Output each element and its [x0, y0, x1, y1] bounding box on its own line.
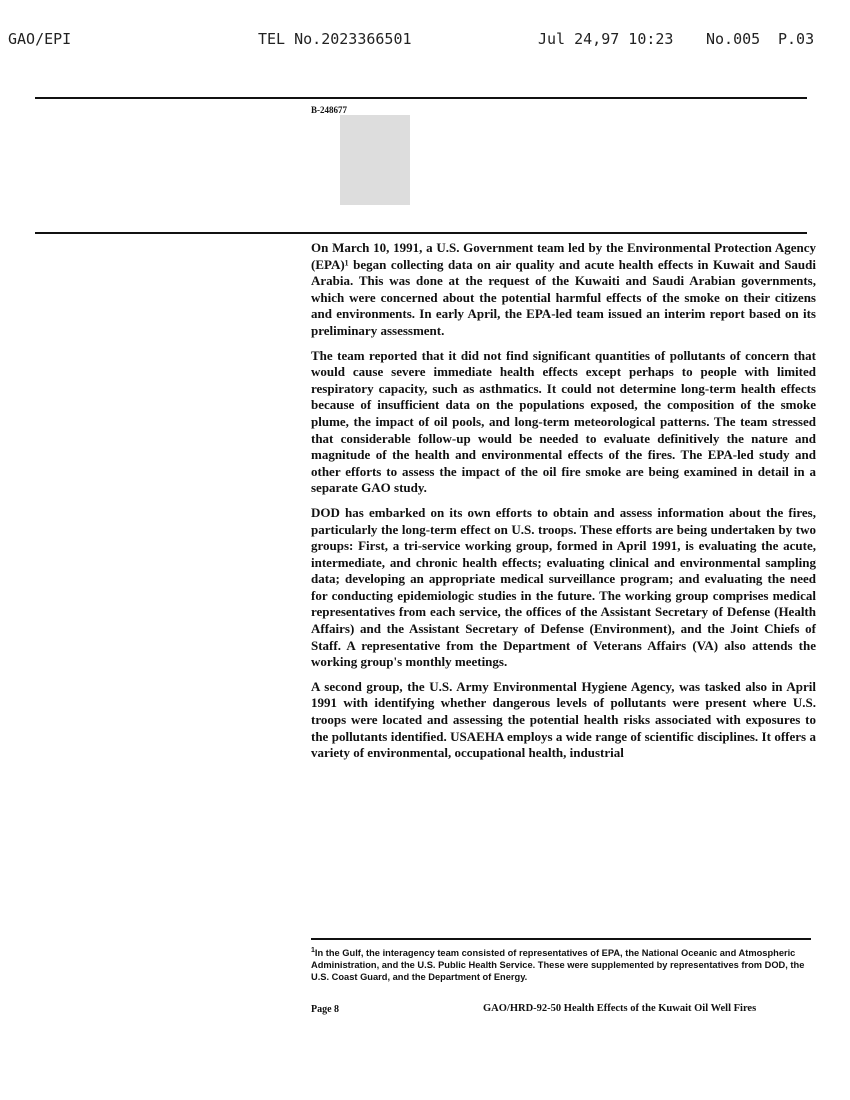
fax-page-number: P.03 — [778, 30, 815, 48]
document-id: B-248677 — [311, 105, 347, 115]
header-rule — [35, 97, 807, 99]
fax-datetime: Jul 24,97 10:23 — [538, 30, 674, 48]
section-rule — [35, 232, 807, 234]
paragraph: On March 10, 1991, a U.S. Government team led by the Environmental Protection Agency (EPA)¹ began collecting data on air quality and acute health effects in Kuwait and Saudi Arabia. This was done at the request of the Kuwaiti and Saudi Arabian governments, which were concerned about the potential harmful effects of the smoke on their citizens and environments. In early April, the EPA-led team issued an interim report based on its preliminary assessment. — [311, 240, 816, 338]
paragraph: DOD has embarked on its own efforts to obtain and assess information about the fires, particularly the long-term effect on U.S. troops. These efforts are being undertaken by two groups: First, a tri-service working group, formed in April 1991, is evaluating the acute, intermediate, and chronic health effects; evaluating clinical and environmental sampling data; developing an appropriate medical surveillance program; and evaluating the need for conducting epidemiologic studies in the future. The working group comprises medical representatives from each service, the offices of the Assistant Secretary of Defense (Health Affairs) and the Assistant Secretary of Defense (Environment), and the Joint Chiefs of Staff. A representative from the Department of Veterans Affairs (VA) also attends the working group's monthly meetings. — [311, 504, 816, 670]
scan-noise — [340, 115, 410, 205]
fax-sender: GAO/EPI — [8, 30, 72, 48]
page-number: Page 8 — [311, 1004, 340, 1015]
paragraph: The team reported that it did not find significant quantities of pollutants of concern that would cause severe immediate health effects except perhaps to people with limited respiratory capacity, such as asthmatics. It could not determine long-term health effects because of insufficient data on the populations exposed, the composition of the smoke plume, the impact of oil pools, and long-term meteorological patterns. The team stressed that considerable follow-up would be needed to evaluate definitively the nature and magnitude of the health and environmental effects of the fires. The EPA-led study and other efforts to assess the impact of the oil fire smoke are being examined in detail in a separate GAO study. — [311, 347, 816, 496]
fax-tel: TEL No.2023366501 — [258, 30, 412, 48]
footnote-rule — [311, 938, 811, 940]
body-text — [311, 240, 816, 770]
report-id: GAO/HRD-92-50 Health Effects of the Kuwait Oil Well Fires — [483, 1003, 757, 1014]
footnote-marker: 1 — [311, 947, 315, 954]
footnote — [311, 945, 816, 983]
paragraph: A second group, the U.S. Army Environmental Hygiene Agency, was tasked also in April 1991 with identifying whether dangerous levels of pollutants were present where U.S. troops were located and assessing the potential health risks associated with exposures to the pollutants identified. USAEHA employs a wide range of scientific disciplines. It offers a variety of environmental, occupational health, industrial — [311, 678, 816, 761]
fax-number: No.005 — [706, 30, 761, 48]
footnote-text: In the Gulf, the interagency team consisted of representatives of EPA, the National Oceanic and Atmospheric Administration, and the U.S. Public Health Service. These were supplemented by representatives from DOD, the U.S. Coast Guard, and the Department of Energy. — [311, 948, 805, 983]
